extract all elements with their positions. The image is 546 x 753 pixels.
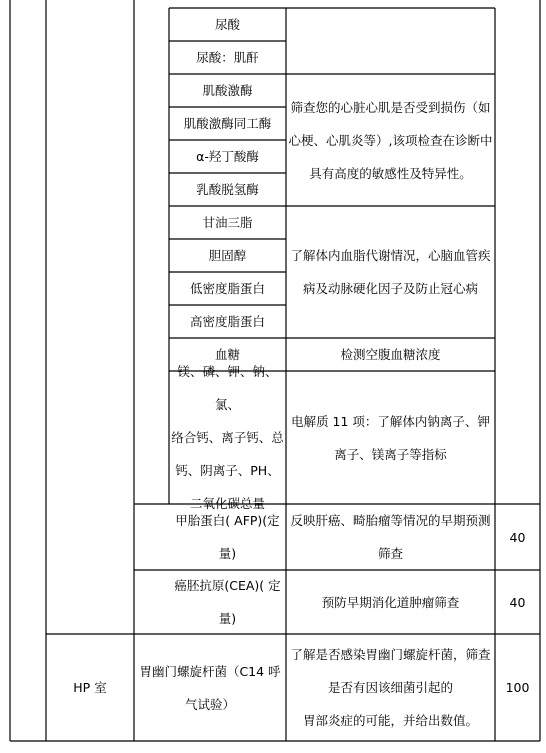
dept-hp-room: HP 室 [73, 680, 107, 695]
desc-cardiac-line: 心梗、心肌炎等）,该项检查在诊断中 [288, 132, 493, 148]
item-afp-line: 甲胎蛋白( AFP)(定 [175, 513, 280, 528]
item-electrolytes-line: 钙、阴离子、PH、 [175, 463, 280, 478]
desc-afp-line: 筛查 [377, 546, 403, 561]
item-blood-glucose: 血糖 [214, 347, 240, 362]
item-hp-line: 胃幽门螺旋杆菌（C14 呼 [139, 663, 281, 679]
item-ldh: 乳酸脱氢酶 [196, 182, 259, 197]
desc-hp-line: 胃部炎症的可能，并给出数值。 [302, 713, 478, 728]
item-hdl: 高密度脂蛋白 [189, 314, 265, 329]
item-electrolytes [169, 364, 286, 511]
item-cea-line: 癌胚抗原(CEA)( 定 [174, 578, 281, 593]
desc-hp-line: 是否有因该细菌引起的 [327, 680, 453, 695]
item-electrolytes-line: 二氧化碳总量 [189, 496, 265, 511]
desc-afp-line: 反映肝癌、畸胎瘤等情况的早期预测 [290, 513, 491, 528]
item-afp [169, 504, 286, 570]
item-hbdh: α-羟丁酸酶 [196, 149, 259, 164]
desc-hp-line: 了解是否感染胃幽门螺旋杆菌，筛查 [290, 647, 491, 662]
desc-cea: 预防早期消化道肿瘤筛查 [321, 594, 460, 610]
desc-cardiac-line: 筛查您的心脏心肌是否受到损伤（如 [290, 99, 491, 115]
item-uric-acid-creatinine: 尿酸：肌酐 [196, 50, 259, 65]
item-creatine-kinase: 肌酸激酶 [202, 83, 253, 98]
desc-electrolyte-line: 电解质 11 项：了解体内钠离子、钾 [291, 413, 490, 429]
price-cea: 40 [509, 594, 526, 610]
item-electrolytes-line: 镁、磷、钾、钠、氯、 [177, 364, 278, 412]
item-afp-line: 量) [218, 546, 237, 561]
desc-afp [286, 504, 495, 570]
item-cea-line: 量) [218, 611, 237, 626]
desc-cardiac [286, 74, 495, 206]
desc-cardiac-line: 具有高度的敏感性及特异性。 [309, 165, 472, 181]
item-ldl: 低密度脂蛋白 [189, 281, 265, 296]
item-hp-breath-test [134, 634, 286, 741]
item-cea [169, 570, 286, 634]
desc-hp [286, 634, 495, 741]
price-hp: 100 [505, 680, 530, 695]
item-triglyceride: 甘油三脂 [202, 215, 253, 230]
desc-glucose: 检测空腹血糖浓度 [340, 347, 441, 362]
item-electrolytes-line: 络合钙、离子钙、总 [171, 430, 284, 445]
item-hp-line: 气试验） [184, 696, 235, 712]
item-cholesterol: 胆固醇 [208, 248, 247, 263]
price-afp: 40 [509, 529, 526, 545]
desc-lipid-line: 了解体内血脂代谢情况，心脑血管疾 [290, 248, 491, 263]
desc-electrolyte-line: 离子、镁离子等指标 [334, 446, 447, 462]
desc-electrolyte [286, 371, 495, 504]
item-ck-mb: 肌酸激酶同工酶 [183, 116, 272, 131]
desc-lipid [286, 206, 495, 338]
desc-lipid-line: 病及动脉硬化因子及防止冠心病 [302, 281, 478, 296]
item-uric-acid: 尿酸 [214, 17, 240, 32]
